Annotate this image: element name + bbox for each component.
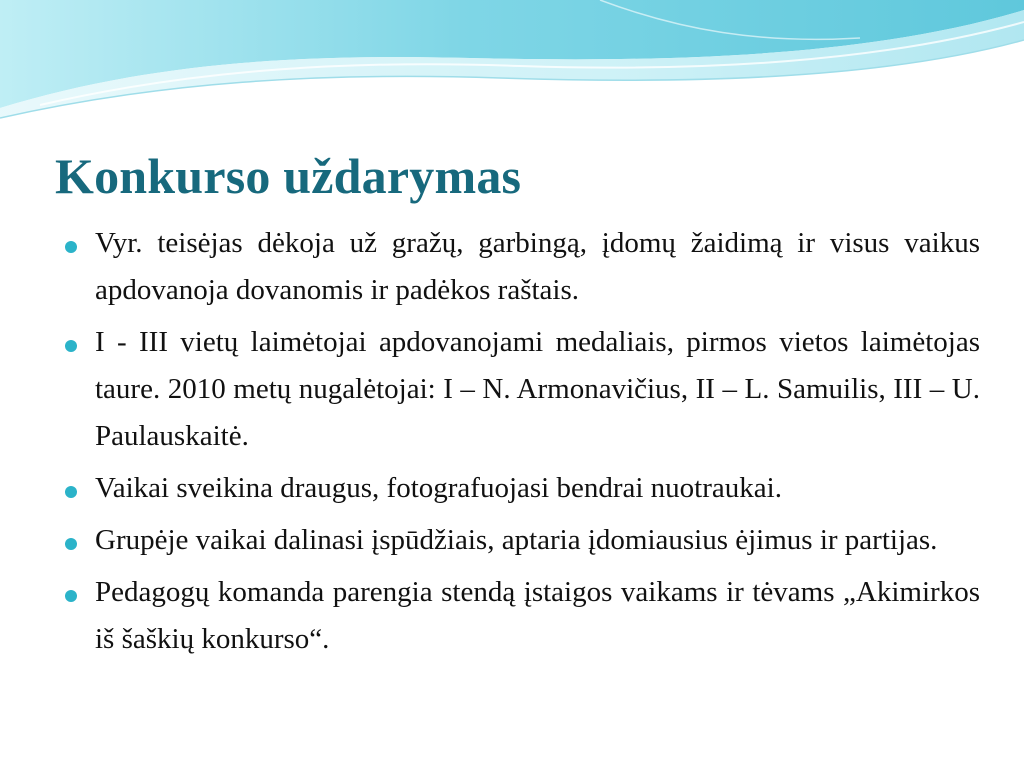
bullet-dot-icon: [65, 340, 77, 352]
bullet-item: [62, 319, 980, 460]
bullet-dot-icon: [65, 538, 77, 550]
bullet-text: Pedagogų komanda parengia stendą įstaigos vaikams ir tėvams „Akimirkos iš šaškių konkurso“.: [95, 576, 980, 655]
bullet-item: [62, 517, 980, 564]
wave-header-decoration: [0, 0, 1024, 130]
bullet-dot-icon: [65, 241, 77, 253]
bullet-item: [62, 569, 980, 663]
bullet-dot-icon: [65, 486, 77, 498]
bullet-text: Grupėje vaikai dalinasi įspūdžiais, aptaria įdomiausius ėjimus ir partijas.: [95, 524, 938, 556]
bullet-item: [62, 220, 980, 314]
bullet-text: Vyr. teisėjas dėkoja už gražų, garbingą, įdomų žaidimą ir visus vaikus apdovanoja dovanomis ir padėkos raštais.: [95, 227, 980, 306]
bullet-item: [62, 465, 980, 512]
slide-title: Konkurso uždarymas: [55, 148, 522, 204]
bullet-text: I - III vietų laimėtojai apdovanojami medaliais, pirmos vietos laimėtojas taure. 2010 metų nugalėtojai: I – N. Armonavičius, II – L. Samuilis, III – U. Paulauskaitė.: [95, 326, 980, 452]
bullet-dot-icon: [65, 590, 77, 602]
bullet-list: [62, 220, 980, 668]
bullet-text: Vaikai sveikina draugus, fotografuojasi bendrai nuotraukai.: [95, 472, 782, 504]
